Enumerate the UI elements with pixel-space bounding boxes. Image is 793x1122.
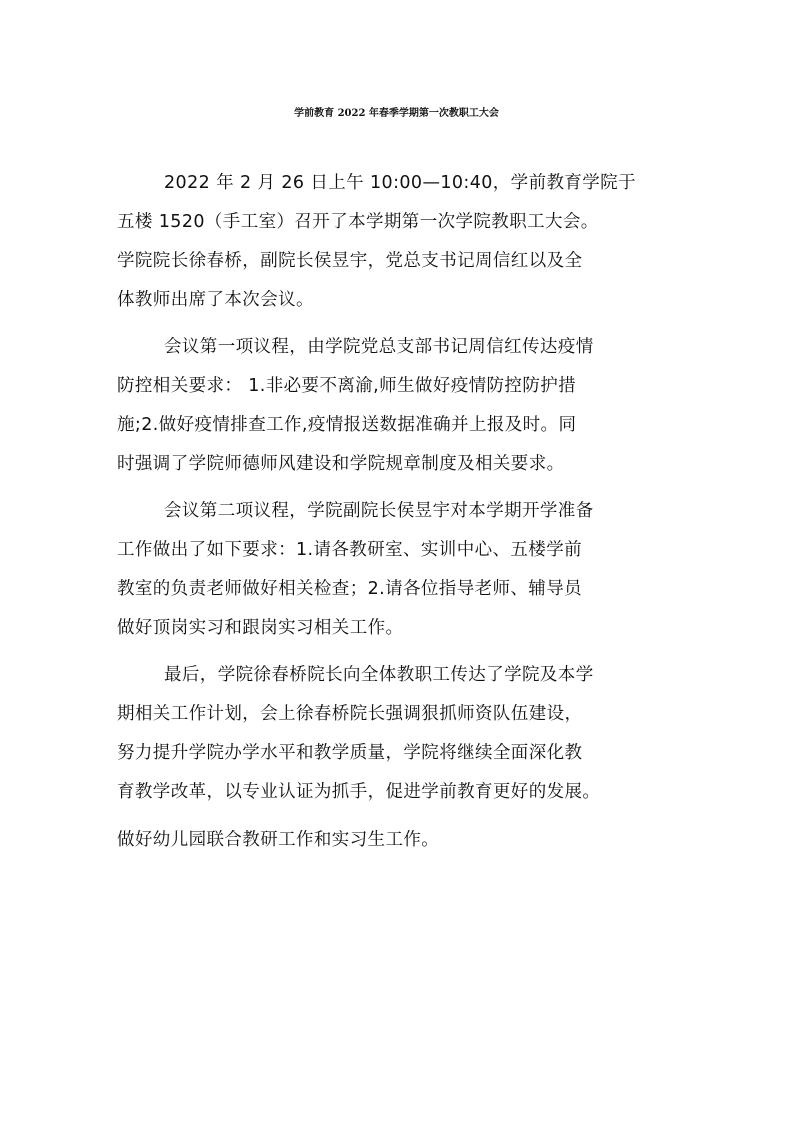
paragraph-1-line-1: 2022 年 2 月 26 日上午 10:00—10:40，学前教育学院于 bbox=[164, 173, 636, 193]
paragraph-2-line-2: 防控相关要求： 1.非必要不离渝,师生做好疫情防控防护措 bbox=[117, 376, 577, 396]
paragraph-1-line-3: 学院院长徐春桥，副院长侯昱宇，党总支书记周信红以及全 bbox=[117, 251, 583, 271]
document-title: 学前教育 2022 年春季学期第一次教职工大会 bbox=[294, 108, 499, 119]
paragraph-1-line-2: 五楼 1520（手工室）召开了本学期第一次学院教职工大会。 bbox=[117, 212, 599, 232]
paragraph-3-line-2: 工作做出了如下要求：1.请各教研室、实训中心、五楼学前 bbox=[117, 540, 582, 560]
paragraph-3-line-4: 做好顶岗实习和跟岗实习相关工作。 bbox=[117, 618, 404, 638]
paragraph-4-line-5: 做好幼儿园联合教研工作和实习生工作。 bbox=[117, 830, 440, 850]
paragraph-4-line-1: 最后，学院徐春桥院长向全体教职工传达了学院及本学 bbox=[164, 665, 594, 685]
paragraph-1-line-4: 体教师出席了本次会议。 bbox=[117, 290, 314, 310]
paragraph-4-line-3: 努力提升学院办学水平和教学质量，学院将继续全面深化教 bbox=[117, 743, 583, 763]
paragraph-3-line-3: 教室的负责老师做好相关检查；2.请各位指导老师、辅导员 bbox=[117, 579, 582, 599]
paragraph-2-line-4: 时强调了学院师德师风建设和学院规章制度及相关要求。 bbox=[117, 454, 565, 474]
paragraph-2-line-1: 会议第一项议程，由学院党总支部书记周信红传达疫情 bbox=[164, 337, 594, 357]
paragraph-2-line-3: 施;2.做好疫情排查工作,疫情报送数据准确并上报及时。同 bbox=[117, 415, 577, 435]
paragraph-4-line-4: 育教学改革，以专业认证为抓手，促进学前教育更好的发展。 bbox=[117, 782, 601, 802]
paragraph-3-line-1: 会议第二项议程，学院副院长侯昱宇对本学期开学准备 bbox=[164, 501, 594, 521]
paragraph-4-line-2: 期相关工作计划，会上徐春桥院长强调狠抓师资队伍建设， bbox=[117, 704, 583, 724]
